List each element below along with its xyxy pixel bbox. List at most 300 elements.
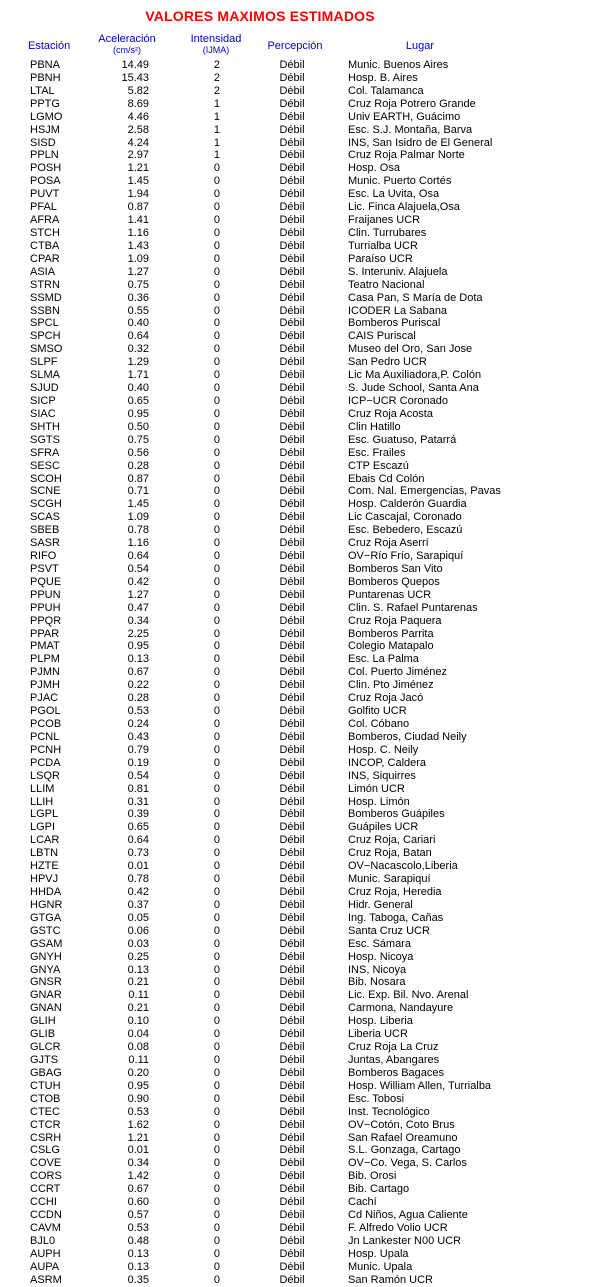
intensity-value: 0 <box>213 304 220 317</box>
intensity-value: 0 <box>213 265 220 278</box>
acceleration-value: 0.19 <box>127 756 149 769</box>
intensity-value: 0 <box>213 860 220 873</box>
perception-value: Débil <box>279 123 305 136</box>
place-name: Santa Cruz UCR <box>348 924 430 937</box>
perception-value: Débil <box>279 640 305 653</box>
table-row <box>0 292 590 305</box>
intensity-value: 0 <box>213 1079 220 1092</box>
table-row <box>0 98 590 111</box>
intensity-value: 0 <box>213 898 220 911</box>
station-code: SLPF <box>30 356 58 369</box>
acceleration-value: 0.22 <box>127 679 149 692</box>
perception-value: Débil <box>279 1131 305 1144</box>
table-row <box>0 240 590 253</box>
perception-value: Débil <box>279 459 305 472</box>
acceleration-value: 4.24 <box>127 136 149 149</box>
table-row <box>0 1170 590 1183</box>
place-name: Limón UCR <box>348 782 405 795</box>
perception-value: Débil <box>279 924 305 937</box>
station-code: SMSO <box>30 343 63 356</box>
station-code: CPAR <box>30 252 60 265</box>
station-code: SGTS <box>30 433 60 446</box>
place-name: CAIS Puriscal <box>348 330 416 343</box>
acceleration-value: 0.56 <box>127 446 149 459</box>
station-code: CTUH <box>30 1079 61 1092</box>
place-name: San Rafael Oreamuno <box>348 1131 458 1144</box>
perception-value: Débil <box>279 756 305 769</box>
perception-value: Débil <box>279 1066 305 1079</box>
table-row <box>0 447 590 460</box>
acceleration-value: 0.25 <box>127 950 149 963</box>
table-row <box>0 137 590 150</box>
place-name: Cruz Roja, Batan <box>348 847 432 860</box>
perception-value: Débil <box>279 1247 305 1260</box>
station-code: SJUD <box>30 382 59 395</box>
place-name: Cruz Roja, Heredia <box>348 886 442 898</box>
intensity-value: 0 <box>213 407 220 420</box>
acceleration-value: 1.21 <box>127 162 149 175</box>
station-code: GNAR <box>30 989 62 1002</box>
intensity-value: 0 <box>213 537 220 550</box>
acceleration-value: 0.65 <box>127 394 149 407</box>
acceleration-value: 0.39 <box>127 808 149 821</box>
acceleration-value: 0.28 <box>127 692 149 705</box>
perception-value: Débil <box>279 291 305 304</box>
station-code: PPUH <box>30 601 61 614</box>
perception-value: Débil <box>279 834 305 847</box>
table-row <box>0 1002 590 1015</box>
table-row <box>0 395 590 408</box>
acceleration-value: 1.94 <box>127 188 149 201</box>
place-name: Guápiles UCR <box>348 821 419 834</box>
intensity-value: 0 <box>213 808 220 821</box>
station-code: HGNR <box>30 898 63 911</box>
page-title: VALORES MAXIMOS ESTIMADOS <box>145 8 375 24</box>
station-code: POSA <box>30 175 61 188</box>
station-code: SIAC <box>30 407 56 420</box>
intensity-value: 0 <box>213 1053 220 1066</box>
table-row <box>0 744 590 757</box>
station-code: CTCR <box>30 1118 61 1131</box>
acceleration-value: 0.55 <box>127 304 149 317</box>
acceleration-value: 0.54 <box>127 769 149 782</box>
intensity-value: 0 <box>213 472 220 485</box>
intensity-value: 0 <box>213 1209 220 1222</box>
perception-value: Débil <box>279 136 305 149</box>
station-code: PCOB <box>30 718 62 731</box>
place-name: ICP−UCR Coronado <box>348 394 448 407</box>
place-name: Hosp. Limón <box>348 795 410 808</box>
perception-value: Débil <box>279 71 305 84</box>
place-name: Munic. Buenos Aires <box>348 59 449 71</box>
place-name: Bib. Cartago <box>348 1183 410 1196</box>
station-code: GNYH <box>30 950 62 963</box>
acceleration-value: 0.90 <box>127 1092 149 1105</box>
table-row <box>0 511 590 524</box>
table-row <box>0 964 590 977</box>
perception-value: Débil <box>279 937 305 950</box>
place-name: Bomberos Parrita <box>348 627 434 640</box>
table-row <box>0 1209 590 1222</box>
place-name: Lic Cascajal, Coronado <box>348 511 462 524</box>
intensity-value: 1 <box>213 110 220 123</box>
intensity-value: 1 <box>213 149 220 162</box>
perception-value: Débil <box>279 162 305 175</box>
acceleration-value: 0.13 <box>127 1247 149 1260</box>
place-name: INCOP, Caldera <box>348 756 427 769</box>
place-name: Clin. Pto Jiménez <box>348 679 434 692</box>
place-name: Munic. Puerto Cortés <box>348 175 452 188</box>
table-row <box>0 1119 590 1132</box>
table-row <box>0 1028 590 1041</box>
column-header-lugar <box>380 40 460 52</box>
intensity-value: 0 <box>213 614 220 627</box>
table-row <box>0 214 590 227</box>
intensity-value: 0 <box>213 1157 220 1170</box>
intensity-value: 0 <box>213 1260 220 1273</box>
acceleration-value: 0.95 <box>127 640 149 653</box>
column-header-intensidad-unit: (IJMA) <box>202 45 230 55</box>
acceleration-value: 0.75 <box>127 433 149 446</box>
table-row <box>0 628 590 641</box>
table-row <box>0 834 590 847</box>
acceleration-value: 0.53 <box>127 1221 149 1234</box>
intensity-value: 0 <box>213 485 220 498</box>
table-row <box>0 847 590 860</box>
acceleration-value: 0.24 <box>127 718 149 731</box>
place-name: S. Interuniv. Alajuela <box>348 265 448 278</box>
perception-value: Débil <box>279 1273 305 1286</box>
station-code: SCOH <box>30 472 62 485</box>
table-row <box>0 227 590 240</box>
place-name: Col. Talamanca <box>348 84 424 97</box>
acceleration-value: 2.25 <box>127 627 149 640</box>
station-code: BJL0 <box>30 1234 56 1247</box>
acceleration-value: 0.78 <box>127 524 149 537</box>
intensity-value: 0 <box>213 989 220 1002</box>
place-name: S. Jude School, Santa Ana <box>348 382 479 395</box>
acceleration-value: 0.08 <box>127 1041 149 1054</box>
table-row <box>0 1015 590 1028</box>
station-table <box>0 59 590 1287</box>
perception-value: Débil <box>279 472 305 485</box>
perception-value: Débil <box>279 989 305 1002</box>
station-code: RIFO <box>30 550 57 563</box>
place-name: Esc. Tobosi <box>348 1092 405 1105</box>
place-name: Col. Puerto Jiménez <box>348 666 448 679</box>
acceleration-value: 0.73 <box>127 847 149 860</box>
place-name: Hosp. Upala <box>348 1247 409 1260</box>
perception-value: Débil <box>279 1118 305 1131</box>
station-code: LGMO <box>30 110 63 123</box>
table-row <box>0 1067 590 1080</box>
table-row <box>0 1235 590 1248</box>
intensity-value: 0 <box>213 950 220 963</box>
acceleration-value: 0.35 <box>127 1273 149 1286</box>
station-code: PFAL <box>30 201 57 214</box>
place-name: Turrialba UCR <box>348 239 418 252</box>
acceleration-value: 0.65 <box>127 821 149 834</box>
intensity-value: 0 <box>213 459 220 472</box>
intensity-value: 0 <box>213 1105 220 1118</box>
intensity-value: 0 <box>213 1041 220 1054</box>
place-name: Esc. Bebedero, Escazú <box>348 524 463 537</box>
station-code: PBNH <box>30 71 61 84</box>
intensity-value: 0 <box>213 886 220 898</box>
perception-value: Débil <box>279 1002 305 1015</box>
place-name: Lic Ma Auxiliadora,P. Colón <box>348 369 482 382</box>
place-name: Bomberos Puriscal <box>348 317 441 330</box>
intensity-value: 0 <box>213 1170 220 1183</box>
table-row <box>0 1274 590 1287</box>
intensity-value: 0 <box>213 524 220 537</box>
station-code: SPCH <box>30 330 61 343</box>
station-code: PMAT <box>30 640 60 653</box>
intensity-value: 0 <box>213 911 220 924</box>
perception-value: Débil <box>279 1028 305 1041</box>
acceleration-value: 0.95 <box>127 1079 149 1092</box>
acceleration-value: 1.45 <box>127 498 149 511</box>
acceleration-value: 1.29 <box>127 356 149 369</box>
table-row <box>0 279 590 292</box>
station-code: POSH <box>30 162 62 175</box>
table-row <box>0 188 590 201</box>
place-name: Munic. Sarapiquí <box>348 873 431 886</box>
perception-value: Débil <box>279 317 305 330</box>
acceleration-value: 0.40 <box>127 382 149 395</box>
perception-value: Débil <box>279 550 305 563</box>
perception-value: Débil <box>279 575 305 588</box>
perception-value: Débil <box>279 1260 305 1273</box>
perception-value: Débil <box>279 782 305 795</box>
perception-value: Débil <box>279 1053 305 1066</box>
intensity-value: 0 <box>213 1144 220 1157</box>
acceleration-value: 0.36 <box>127 291 149 304</box>
table-row <box>0 356 590 369</box>
table-row <box>0 976 590 989</box>
intensity-value: 0 <box>213 1196 220 1209</box>
station-code: CCRT <box>30 1183 61 1196</box>
station-code: LGPI <box>30 821 56 834</box>
intensity-value: 0 <box>213 498 220 511</box>
acceleration-value: 0.31 <box>127 795 149 808</box>
acceleration-value: 1.62 <box>127 1118 149 1131</box>
perception-value: Débil <box>279 214 305 227</box>
intensity-value: 0 <box>213 330 220 343</box>
acceleration-value: 1.09 <box>127 252 149 265</box>
station-code: LCAR <box>30 834 60 847</box>
station-code: LBTN <box>30 847 59 860</box>
table-row <box>0 653 590 666</box>
intensity-value: 0 <box>213 446 220 459</box>
acceleration-value: 0.34 <box>127 1157 149 1170</box>
perception-value: Débil <box>279 446 305 459</box>
place-name: Hosp. Osa <box>348 162 400 175</box>
acceleration-value: 0.10 <box>127 1015 149 1028</box>
table-row <box>0 408 590 421</box>
acceleration-value: 0.13 <box>127 653 149 666</box>
station-code: LSQR <box>30 769 60 782</box>
perception-value: Débil <box>279 149 305 162</box>
place-name: S.L. Gonzaga, Cartago <box>348 1144 461 1157</box>
acceleration-value: 0.64 <box>127 550 149 563</box>
acceleration-value: 1.71 <box>127 369 149 382</box>
place-name: Paraíso UCR <box>348 252 413 265</box>
station-code: GNAN <box>30 1002 62 1015</box>
perception-value: Débil <box>279 278 305 291</box>
intensity-value: 1 <box>213 123 220 136</box>
station-code: PCDA <box>30 756 61 769</box>
acceleration-value: 1.27 <box>127 265 149 278</box>
intensity-value: 2 <box>213 84 220 97</box>
place-name: Bomberos San Vito <box>348 562 443 575</box>
perception-value: Débil <box>279 692 305 705</box>
table-row <box>0 382 590 395</box>
intensity-value: 0 <box>213 640 220 653</box>
perception-value: Débil <box>279 343 305 356</box>
acceleration-value: 0.57 <box>127 1209 149 1222</box>
place-name: Hosp. Nicoya <box>348 950 414 963</box>
intensity-value: 0 <box>213 730 220 743</box>
table-row <box>0 989 590 1002</box>
acceleration-value: 0.06 <box>127 924 149 937</box>
place-name: Col. Cóbano <box>348 718 410 731</box>
acceleration-value: 0.37 <box>127 898 149 911</box>
table-row <box>0 305 590 318</box>
station-code: GLIH <box>30 1015 56 1028</box>
place-name: Hosp. B. Aires <box>348 71 418 84</box>
perception-value: Débil <box>279 1105 305 1118</box>
station-code: HSJM <box>30 123 60 136</box>
acceleration-value: 0.13 <box>127 963 149 976</box>
place-name: Ing. Taboga, Cañas <box>348 911 444 924</box>
place-name: Hosp. William Allen, Turrialba <box>348 1079 492 1092</box>
place-name: San Ramón UCR <box>348 1273 433 1286</box>
table-row <box>0 808 590 821</box>
perception-value: Débil <box>279 498 305 511</box>
table-row <box>0 266 590 279</box>
acceleration-value: 0.64 <box>127 330 149 343</box>
acceleration-value: 0.87 <box>127 472 149 485</box>
intensity-value: 0 <box>213 847 220 860</box>
table-row <box>0 1261 590 1274</box>
table-row <box>0 757 590 770</box>
place-name: Juntas, Abangares <box>348 1053 440 1066</box>
place-name: Bomberos Quepos <box>348 575 440 588</box>
place-name: Jn Lankester N00 UCR <box>348 1234 462 1247</box>
column-header-percepcion-label: Percepción <box>267 40 323 52</box>
acceleration-value: 0.13 <box>127 1260 149 1273</box>
table-row <box>0 912 590 925</box>
table-row <box>0 886 590 899</box>
intensity-value: 0 <box>213 1092 220 1105</box>
place-name: Cruz Roja Acosta <box>348 407 433 420</box>
place-name: Colegio Matapalo <box>348 640 434 653</box>
intensity-value: 0 <box>213 692 220 705</box>
table-row <box>0 1093 590 1106</box>
table-row <box>0 124 590 137</box>
acceleration-value: 8.69 <box>127 97 149 110</box>
table-row <box>0 201 590 214</box>
perception-value: Débil <box>279 1144 305 1157</box>
table-row <box>0 951 590 964</box>
table-row <box>0 72 590 85</box>
intensity-value: 0 <box>213 226 220 239</box>
place-name: Hosp. C. Neily <box>348 743 419 756</box>
perception-value: Débil <box>279 886 305 898</box>
table-row <box>0 1248 590 1261</box>
station-code: LTAL <box>30 84 55 97</box>
acceleration-value: 1.27 <box>127 588 149 601</box>
acceleration-value: 0.11 <box>128 989 149 1002</box>
perception-value: Débil <box>279 420 305 433</box>
station-code: HHDA <box>30 886 62 898</box>
place-name: Clin. S. Rafael Puntarenas <box>348 601 478 614</box>
table-row <box>0 873 590 886</box>
place-name: Golfito UCR <box>348 705 407 718</box>
station-code: SICP <box>30 394 56 407</box>
intensity-value: 0 <box>213 188 220 201</box>
station-code: SESC <box>30 459 60 472</box>
perception-value: Débil <box>279 1234 305 1247</box>
column-header-percepcion <box>258 40 332 52</box>
perception-value: Débil <box>279 356 305 369</box>
station-code: GNSR <box>30 976 62 989</box>
place-name: Bomberos Bagaces <box>348 1066 444 1079</box>
intensity-value: 0 <box>213 369 220 382</box>
acceleration-value: 0.79 <box>127 743 149 756</box>
acceleration-value: 1.09 <box>127 511 149 524</box>
perception-value: Débil <box>279 433 305 446</box>
table-row <box>0 563 590 576</box>
table-row <box>0 1132 590 1145</box>
station-code: LLIH <box>30 795 54 808</box>
perception-value: Débil <box>279 252 305 265</box>
table-row <box>0 1054 590 1067</box>
intensity-value: 0 <box>213 1066 220 1079</box>
intensity-value: 0 <box>213 666 220 679</box>
perception-value: Débil <box>279 524 305 537</box>
station-code: GTGA <box>30 911 62 924</box>
intensity-value: 0 <box>213 795 220 808</box>
intensity-value: 0 <box>213 924 220 937</box>
table-row <box>0 85 590 98</box>
place-name: Cruz Roja, Cariari <box>348 834 436 847</box>
acceleration-value: 2.58 <box>127 123 149 136</box>
perception-value: Débil <box>279 1157 305 1170</box>
table-row <box>0 434 590 447</box>
table-row <box>0 421 590 434</box>
place-name: ICODER La Sabana <box>348 304 448 317</box>
table-row <box>0 473 590 486</box>
table-row <box>0 369 590 382</box>
station-code: CCHI <box>30 1196 57 1209</box>
table-row <box>0 317 590 330</box>
table-row <box>0 589 590 602</box>
place-name: Esc. La Palma <box>348 653 419 666</box>
place-name: Esc. Sámara <box>348 937 411 950</box>
acceleration-value: 0.53 <box>127 705 149 718</box>
intensity-value: 1 <box>213 136 220 149</box>
station-code: SPCL <box>30 317 59 330</box>
column-header-intensidad <box>178 33 254 56</box>
place-name: OV−Nacascolo,Liberia <box>348 860 458 873</box>
intensity-value: 0 <box>213 627 220 640</box>
intensity-value: 0 <box>213 420 220 433</box>
acceleration-value: 14.49 <box>121 59 149 71</box>
station-code: CSRH <box>30 1131 62 1144</box>
station-code: GSTC <box>30 924 61 937</box>
